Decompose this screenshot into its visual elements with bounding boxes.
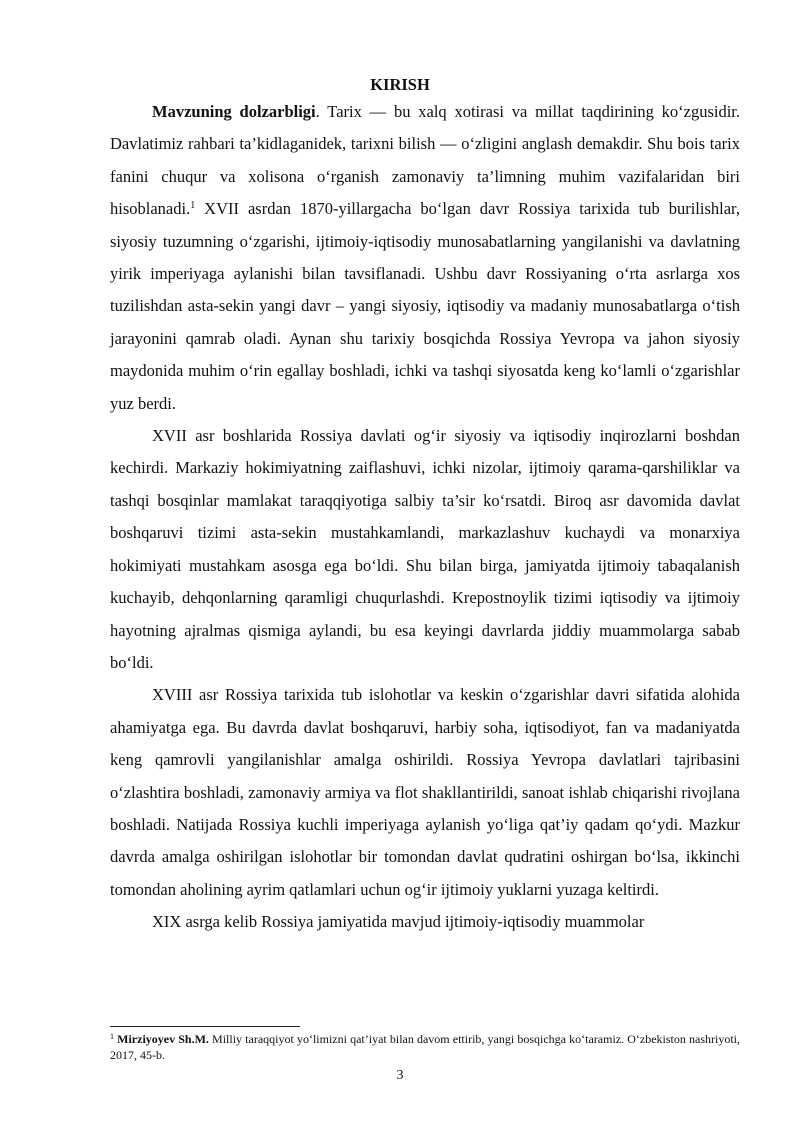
section-heading: KIRISH — [370, 75, 430, 94]
paragraph-1-text-b: XVII asrdan 1870-yillargacha bo‘lgan davr Rossiya tarixida tub burilishlar, siyosiy tuzumning o‘zgarishi, ijtimoiy-iqtisodiy munosabatlarning yangilanishi va davlatning yirik imperiyaga aylanishi bilan tavsiflanadi. Ushbu davr Rossiyaning o‘rta asrlarga xos tuzilishdan asta-sekin yangi davr – yangi siyosiy, iqtisodiy va madaniy munosabatlarga o‘tish jarayonini qamrab oladi. Aynan shu tarixiy bosqichda Rossiya Yevropa va jahon siyosiy maydonida muhim o‘rin egallay boshladi, ichki va tashqi siyosatda keng ko‘lamli o‘zgarishlar yuz berdi. — [110, 199, 740, 413]
footnote-divider — [110, 1026, 300, 1027]
footnote-marker: 1 — [110, 1032, 114, 1041]
paragraph-4: XIX asrga kelib Rossiya jamiyatida mavjud ijtimoiy-iqtisodiy muammolar — [152, 912, 645, 932]
footnote — [110, 1031, 740, 1063]
footnote-text: Milliy taraqqiyot yo‘limizni qat’iyat bilan davom ettirib, yangi bosqichga ko‘taramiz. O‘zbekiston nashriyoti, 2017, 45-b. — [110, 1032, 741, 1062]
body-text — [110, 96, 740, 939]
page-number: 3 — [396, 1068, 404, 1083]
paragraph-1-text-a: . Tarix — bu xalq xotirasi va millat taqdirining ko‘zgusidir. Davlatimiz rahbari ta’kidlaganidek, tarixni bilish — o‘zligini anglash demakdir. Shu bois tarix fanini chuqur va xolisona o‘rganish zamonaviy ta’limning muhim vazifalaridan biri hisoblanadi. — [110, 102, 740, 219]
paragraph-3: XVIII asr Rossiya tarixida tub islohotlar va keskin o‘zgarishlar davri sifatida alohida ahamiyatga ega. Bu davrda davlat boshqaruvi, harbiy soha, iqtisodiyot, fan va madaniyatda keng qamrovli yangilanishlar amalga oshirildi. Rossiya Yevropa davlatlari tajribasini o‘zlashtira boshladi, zamonaviy armiya va flot shakllantirildi, sanoat ishlab chiqarishi rivojlana boshladi. Natijada Rossiya kuchli imperiyaga aylanish yo‘liga qat’iy qadam qo‘ydi. Mazkur davrda amalga oshirilgan islohotlar bir tomondan davlat qudratini oshirgan bo‘lsa, ikkinchi tomondan aholining ayrim qatlamlari uchun og‘ir ijtimoiy yuklarni yuzaga keltirdi. — [110, 685, 740, 899]
paragraph-1 — [110, 96, 740, 420]
footnote-author: Mirziyoyev Sh.M. — [117, 1032, 209, 1046]
paragraph-2: XVII asr boshlarida Rossiya davlati og‘ir siyosiy va iqtisodiy inqirozlarni boshdan kechirdi. Markaziy hokimiyatning zaiflashuvi, ichki nizolar, ijtimoiy qarama-qarshiliklar va tashqi bosqinlar mamlakat taraqqiyotiga salbiy ta’sir ko‘rsatdi. Biroq asr davomida davlat boshqaruvi tizimi asta-sekin mustahkamlandi, markazlashuv kuchaydi va monarxiya hokimiyati mustahkam asosga ega bo‘ldi. Shu bilan birga, jamiyatda ijtimoiy tabaqalanish kuchayib, dehqonlarning qaramligi chuqurlashdi. Krepostnoylik tizimi iqtisodiy va ijtimoiy hayotning ajralmas qismiga aylandi, bu esa keyingi davrlarda jiddiy muammolarga sabab bo‘ldi. — [110, 426, 740, 672]
paragraph-1-lead: Mavzuning dolzarbligi — [152, 102, 316, 121]
footnote-reference[interactable]: 1 — [190, 200, 196, 212]
